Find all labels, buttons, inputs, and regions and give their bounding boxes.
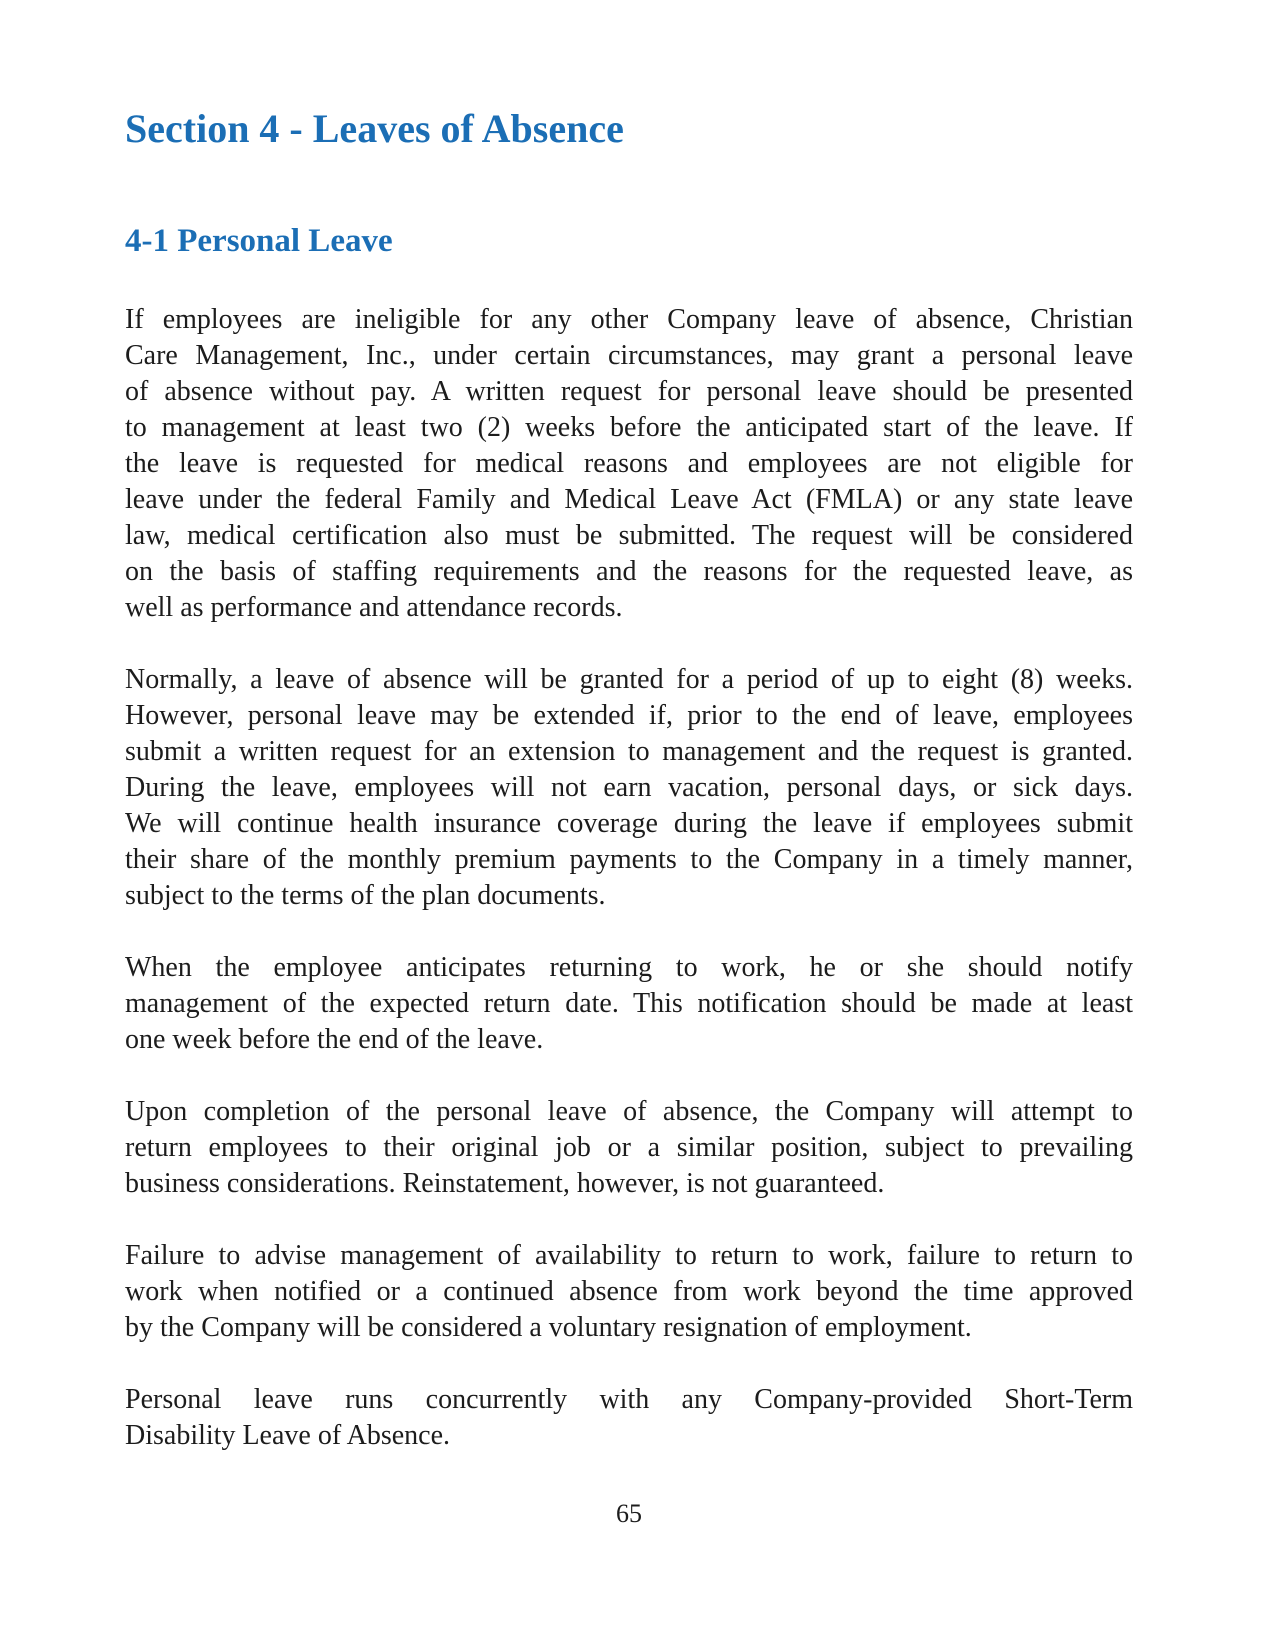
page-number: 65 <box>616 1499 642 1528</box>
text-line: subject to the terms of the plan documents. <box>125 880 606 911</box>
text-line: We will continue health insurance coverage during the leave if employees submit <box>125 808 1133 839</box>
text-line: Normally, a leave of absence will be granted for a period of up to eight (8) weeks. <box>125 664 1133 695</box>
text-line: Personal leave runs concurrently with any Company-provided Short-Term <box>125 1384 1133 1415</box>
body-paragraphs <box>125 302 1133 1454</box>
text-line: of absence without pay. A written request for personal leave should be presented <box>125 376 1133 407</box>
subsection-heading: 4-1 Personal Leave <box>125 223 393 259</box>
paragraph <box>125 1382 1133 1454</box>
text-line: return employees to their original job or a similar position, subject to prevailing <box>125 1132 1133 1163</box>
paragraph <box>125 302 1133 626</box>
paragraph <box>125 950 1133 1058</box>
document-page <box>125 0 1133 1650</box>
text-line: work when notified or a continued absence from work beyond the time approved <box>125 1276 1133 1307</box>
paragraph <box>125 662 1133 914</box>
text-line: one week before the end of the leave. <box>125 1024 544 1055</box>
text-line: Disability Leave of Absence. <box>125 1420 451 1451</box>
text-line: the leave is requested for medical reasons and employees are not eligible for <box>125 448 1133 479</box>
text-line: their share of the monthly premium payments to the Company in a timely manner, <box>125 844 1133 875</box>
text-line: Care Management, Inc., under certain circumstances, may grant a personal leave <box>125 340 1133 371</box>
paragraph <box>125 1238 1133 1346</box>
section-heading: Section 4 - Leaves of Absence <box>125 106 624 151</box>
text-line: leave under the federal Family and Medical Leave Act (FMLA) or any state leave <box>125 484 1133 515</box>
text-line: However, personal leave may be extended if, prior to the end of leave, employees <box>125 700 1133 731</box>
text-line: Failure to advise management of availability to return to work, failure to return to <box>125 1240 1133 1271</box>
text-line: on the basis of staffing requirements and the reasons for the requested leave, as <box>125 556 1133 587</box>
text-line: When the employee anticipates returning to work, he or she should notify <box>125 952 1133 983</box>
text-line: law, medical certification also must be submitted. The request will be considered <box>125 520 1133 551</box>
text-line: If employees are ineligible for any other Company leave of absence, Christian <box>125 304 1133 335</box>
text-line: During the leave, employees will not earn vacation, personal days, or sick days. <box>125 772 1133 803</box>
page-footer <box>125 1498 1133 1530</box>
paragraph <box>125 1094 1133 1202</box>
text-line: to management at least two (2) weeks before the anticipated start of the leave. If <box>125 412 1133 443</box>
text-line: by the Company will be considered a voluntary resignation of employment. <box>125 1312 972 1343</box>
text-line: Upon completion of the personal leave of absence, the Company will attempt to <box>125 1096 1133 1127</box>
text-line: business considerations. Reinstatement, however, is not guaranteed. <box>125 1168 885 1199</box>
text-line: well as performance and attendance records. <box>125 592 623 623</box>
text-line: management of the expected return date. This notification should be made at least <box>125 988 1133 1019</box>
text-line: submit a written request for an extension to management and the request is granted. <box>125 736 1133 767</box>
